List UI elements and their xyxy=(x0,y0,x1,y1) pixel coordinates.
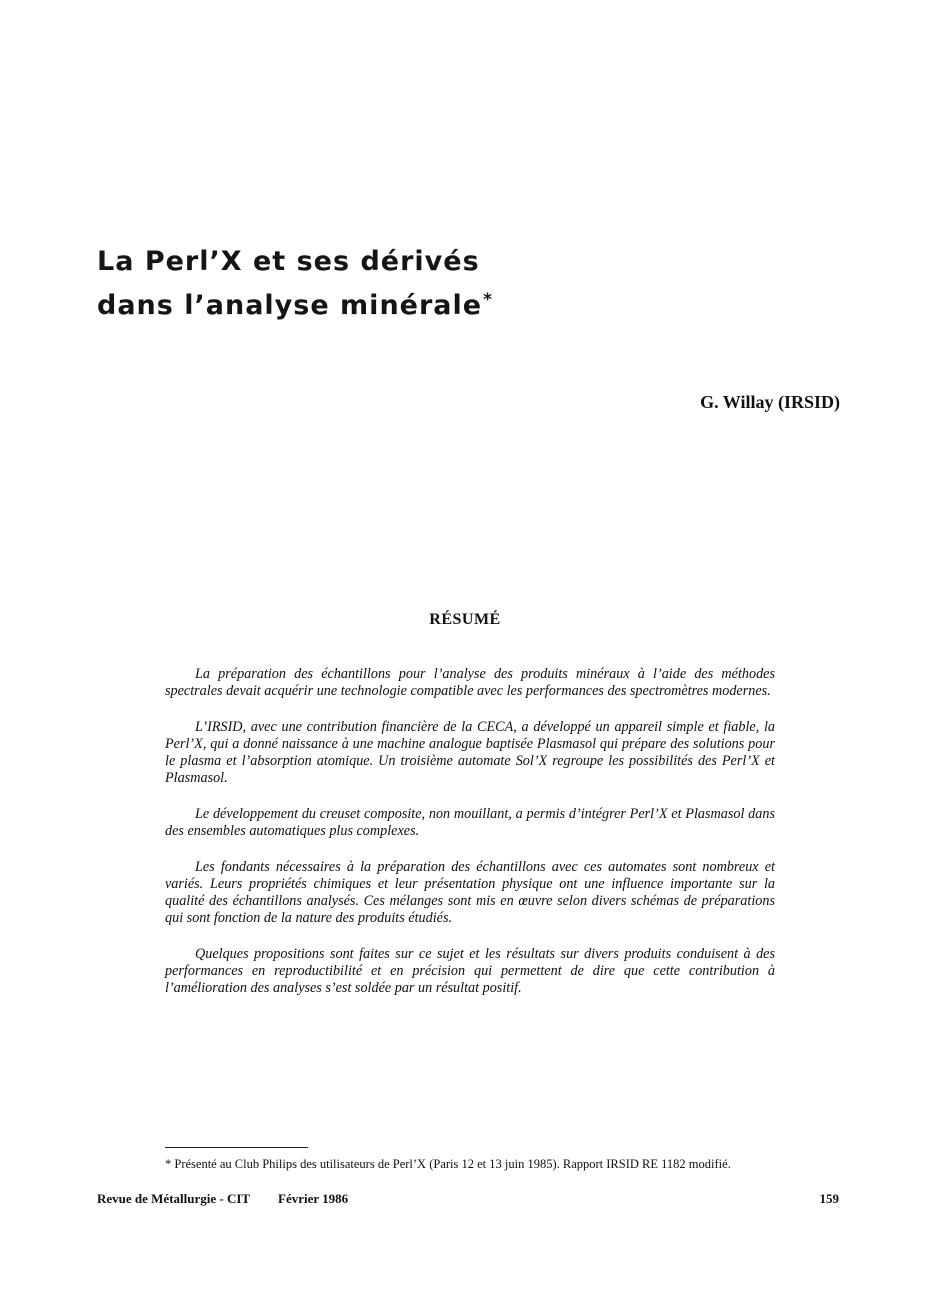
abstract-paragraph-5: Quelques propositions sont faites sur ce sujet et les résultats sur divers produits conduisent à des performances en reproductibilité et en précision qui permettent de dire que cette contribution à l’amélioration des analyses s’est soldée par un résultat positif. xyxy=(165,946,775,996)
abstract-paragraph-3: Le développement du creuset composite, non mouillant, a permis d’intégrer Perl’X et Plasmasol dans des ensembles automatiques plus complexes. xyxy=(165,806,775,839)
abstract-heading: RÉSUMÉ xyxy=(429,611,501,628)
journal-name: Revue de Métallurgie - CIT xyxy=(97,1191,251,1206)
title-line-2-text: dans l’analyse minérale xyxy=(97,290,483,321)
issue-date: Février 1986 xyxy=(278,1191,349,1206)
title-line-2 xyxy=(97,281,657,325)
abstract-paragraph-1: La préparation des échantillons pour l’analyse des produits minéraux à l’aide des méthodes spectrales devait acquérir une technologie compatible avec les performances des spectromètres modernes. xyxy=(165,666,775,699)
footnote: * Présenté au Club Philips des utilisateurs de Perl’X (Paris 12 et 13 juin 1985). Rapport IRSID RE 1182 modifié. xyxy=(165,1157,731,1171)
abstract-paragraph-4: Les fondants nécessaires à la préparation des échantillons avec ces automates sont nombreux et variés. Leurs propriétés chimiques et leur présentation physique ont une influence importante sur la qualité des échantillons analysés. Ces mélanges sont mis en œuvre selon divers schémas de préparations qui sont fonction de la nature des produits étudiés. xyxy=(165,859,775,926)
author-line: G. Willay (IRSID) xyxy=(700,392,840,412)
page-number: 159 xyxy=(819,1191,839,1206)
page-footer xyxy=(97,1191,839,1209)
title-line-1: La Perl’X et ses dérivés xyxy=(97,246,480,277)
abstract-body xyxy=(165,666,775,1016)
abstract-paragraph-2: L’IRSID, avec une contribution financière de la CECA, a développé un appareil simple et fiable, la Perl’X, qui a donné naissance à une machine analogue baptisée Plasmasol qui prépare des solutions pour le plasma et l’absorption atomique. Un troisième automate Sol’X regroupe les possibilités des Perl’X et Plasmasol. xyxy=(165,719,775,786)
footnote-rule xyxy=(165,1147,308,1148)
article-title xyxy=(97,243,657,325)
title-footnote-mark: * xyxy=(483,290,493,310)
